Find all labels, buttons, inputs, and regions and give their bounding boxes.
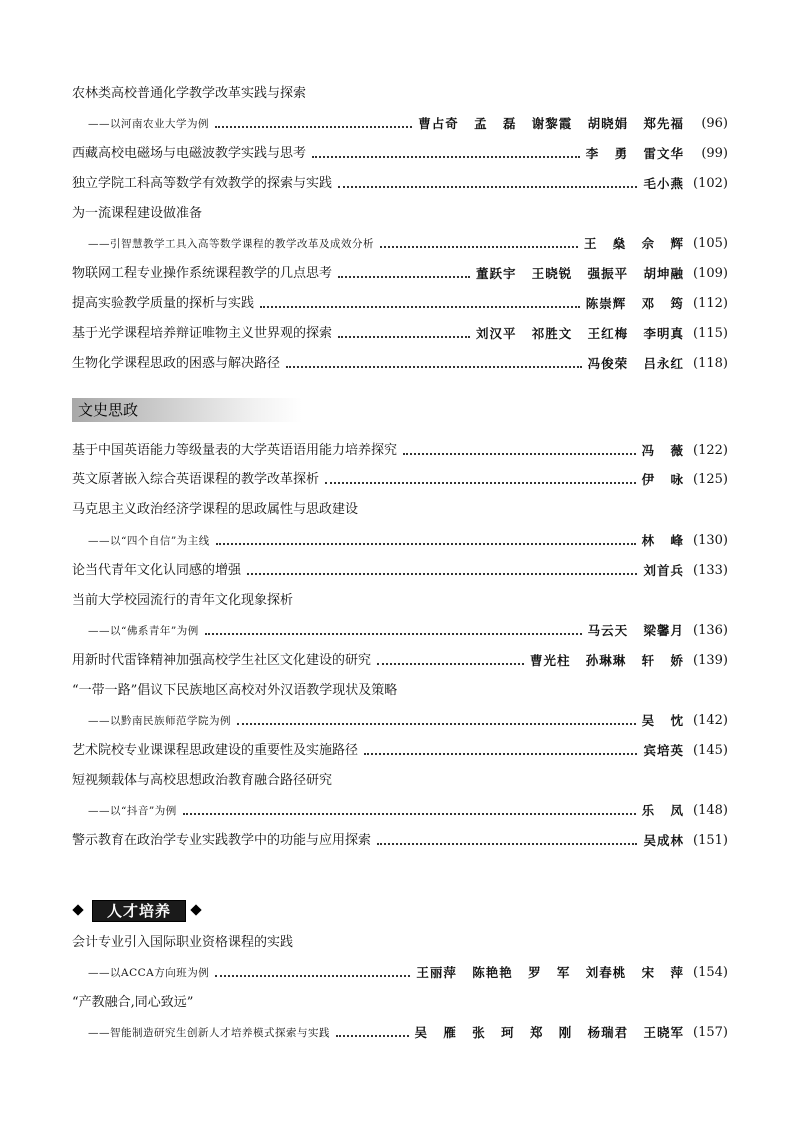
toc-entry[interactable] (72, 650, 728, 672)
toc-entry[interactable] (72, 740, 728, 762)
entry-authors: 刘汉平 祁胜文 王红梅 李明真 (475, 326, 684, 341)
entry-page-number: (122) (693, 443, 728, 458)
entry-title: “一带一路”倡议下民族地区高校对外汉语教学现状及策略 (72, 683, 398, 698)
entry-subtitle: ——以“佛系青年”为例 (88, 625, 199, 637)
entry-page-number: (99) (701, 146, 728, 161)
entry-title: 西藏高校电磁场与电磁波教学实践与思考 (72, 146, 307, 161)
entry-page-number: (139) (693, 653, 728, 668)
entry-page-number: (136) (693, 623, 728, 638)
entry-title: 基于中国英语能力等级量表的大学英语语用能力培养探究 (72, 443, 398, 458)
toc-entry[interactable] (72, 530, 728, 552)
dot-leader (380, 246, 578, 248)
entry-subtitle: ——以“四个自信”为主线 (88, 535, 210, 547)
toc-entry[interactable] (72, 203, 728, 225)
entry-page-number: (96) (701, 116, 728, 131)
entry-title: 当前大学校园流行的青年文化现象探析 (72, 593, 294, 608)
toc-entry[interactable] (72, 263, 728, 285)
dot-leader (183, 813, 636, 815)
toc-entry[interactable] (72, 590, 728, 612)
entry-page-number: (145) (693, 743, 728, 758)
entry-page-number: (148) (693, 803, 728, 818)
dot-leader (377, 843, 637, 845)
entry-authors: 马云天 梁馨月 (587, 623, 684, 638)
entry-page-number: (105) (693, 236, 728, 251)
toc-entry[interactable] (72, 173, 728, 195)
entry-authors: 冯 薇 (641, 443, 684, 458)
entry-authors: 曹光柱 孙琳琳 轩 娇 (529, 653, 684, 668)
entry-authors: 李 勇 雷文华 (585, 146, 684, 161)
toc-entry[interactable] (72, 83, 728, 105)
entry-page-number: (130) (693, 533, 728, 548)
entry-title: 提高实验教学质量的探析与实践 (72, 296, 255, 311)
entry-subtitle: ——智能制造研究生创新人才培养模式探索与实践 (88, 1027, 330, 1039)
entry-page-number: (102) (693, 176, 728, 191)
entry-title: 艺术院校专业课课程思政建设的重要性及实施路径 (72, 743, 359, 758)
dot-leader (403, 453, 636, 455)
section-title: 文史思政 (78, 401, 139, 419)
entry-page-number: (118) (693, 356, 728, 371)
entry-authors: 毛小燕 (643, 176, 684, 191)
section-header-rencai[interactable] (72, 900, 212, 922)
toc-entry[interactable] (72, 113, 728, 135)
toc-entry[interactable] (72, 353, 728, 375)
toc-entry[interactable] (72, 830, 728, 852)
entry-authors: 林 峰 (641, 533, 684, 548)
entry-authors: 王丽萍 陈艳艳 罗 军 刘春桃 宋 萍 (416, 965, 684, 980)
dot-leader (364, 753, 637, 755)
toc-entry[interactable] (72, 560, 728, 582)
entry-page-number: (125) (693, 472, 728, 487)
entry-authors: 吴成林 (643, 833, 684, 848)
toc-entry[interactable] (72, 499, 728, 521)
entry-title: “产教融合,同心致远” (72, 995, 194, 1010)
entry-authors: 冯俊荣 吕永红 (587, 356, 684, 371)
toc-entry[interactable] (72, 469, 728, 491)
entry-title: 警示教育在政治学专业实践教学中的功能与应用探索 (72, 833, 372, 848)
dot-leader (286, 366, 582, 368)
dot-leader (338, 276, 470, 278)
dot-leader (325, 482, 636, 484)
dot-leader (215, 126, 412, 128)
entry-authors: 宾培英 (643, 743, 684, 758)
entry-title: 会计专业引入国际职业资格课程的实践 (72, 935, 294, 950)
entry-title: 短视频载体与高校思想政治教育融合路径研究 (72, 773, 333, 788)
toc-entry[interactable] (72, 770, 728, 792)
entry-title: 论当代青年文化认同感的增强 (72, 563, 242, 578)
toc-entry[interactable] (72, 143, 728, 165)
toc-entry[interactable] (72, 1022, 728, 1044)
entry-page-number: (115) (693, 326, 728, 341)
toc-entry[interactable] (72, 323, 728, 345)
dot-leader (247, 573, 637, 575)
toc-entry[interactable] (72, 800, 728, 822)
toc-entry[interactable] (72, 680, 728, 702)
entry-authors: 乐 凤 (641, 803, 684, 818)
dot-leader (338, 186, 637, 188)
entry-title: 英文原著嵌入综合英语课程的教学改革探析 (72, 472, 320, 487)
section-header-wenshi[interactable] (72, 398, 302, 422)
section-title: 人才培养 (106, 902, 171, 920)
entry-page-number: (151) (693, 833, 728, 848)
toc-entry[interactable] (72, 620, 728, 642)
dot-leader (338, 336, 470, 338)
toc-entry[interactable] (72, 440, 728, 462)
entry-authors: 吴 雁 张 珂 郑 刚 杨瑞君 王晓军 (414, 1025, 684, 1040)
entry-title: 农林类高校普通化学教学改革实践与探索 (72, 86, 307, 101)
entry-authors: 伊 咏 (641, 472, 684, 487)
entry-page-number: (112) (693, 296, 728, 311)
toc-entry[interactable] (72, 962, 728, 984)
entry-title: 马克思主义政治经济学课程的思政属性与思政建设 (72, 502, 359, 517)
section-badge-box (92, 900, 186, 922)
dot-leader (215, 975, 410, 977)
dot-leader (336, 1035, 409, 1037)
entry-title: 生物化学课程思政的困惑与解决路径 (72, 356, 281, 371)
dot-leader (205, 633, 582, 635)
entry-authors: 吴 忱 (641, 713, 684, 728)
entry-title: 独立学院工科高等数学有效教学的探索与实践 (72, 176, 333, 191)
entry-subtitle: ——引智慧教学工具入高等数学课程的教学改革及成效分析 (88, 238, 374, 250)
entry-authors: 董跃宇 王晓锐 强振平 胡坤融 (475, 266, 684, 281)
dot-leader (312, 156, 580, 158)
entry-subtitle: ——以ACCA方向班为例 (88, 967, 210, 979)
entry-page-number: (157) (693, 1025, 728, 1040)
entry-authors: 陈崇辉 邓 筠 (585, 296, 684, 311)
entry-title: 用新时代雷锋精神加强高校学生社区文化建设的研究 (72, 653, 372, 668)
toc-entry[interactable] (72, 992, 728, 1014)
entry-subtitle: ——以黔南民族师范学院为例 (88, 715, 231, 727)
dot-leader (237, 723, 636, 725)
entry-title: 物联网工程专业操作系统课程教学的几点思考 (72, 266, 333, 281)
dot-leader (260, 306, 580, 308)
entry-title: 为一流课程建设做准备 (72, 206, 203, 221)
toc-entry[interactable] (72, 233, 728, 255)
entry-authors: 刘首兵 (643, 563, 684, 578)
entry-title: 基于光学课程培养辩证唯物主义世界观的探索 (72, 326, 333, 341)
toc-entry[interactable] (72, 932, 728, 954)
diamond-left-icon (72, 904, 83, 915)
entry-page-number: (133) (693, 563, 728, 578)
entry-authors: 王 燊 佘 辉 (583, 236, 684, 251)
dot-leader (377, 663, 524, 665)
diamond-right-icon (190, 904, 201, 915)
toc-entry[interactable] (72, 710, 728, 732)
entry-authors: 曹占奇 孟 磊 谢黎霞 胡晓娟 郑先福 (418, 116, 684, 131)
entry-subtitle: ——以河南农业大学为例 (88, 118, 209, 130)
entry-subtitle: ——以“抖音”为例 (88, 805, 177, 817)
entry-page-number: (154) (693, 965, 728, 980)
dot-leader (216, 543, 636, 545)
entry-page-number: (142) (693, 713, 728, 728)
entry-page-number: (109) (693, 266, 728, 281)
toc-entry[interactable] (72, 293, 728, 315)
